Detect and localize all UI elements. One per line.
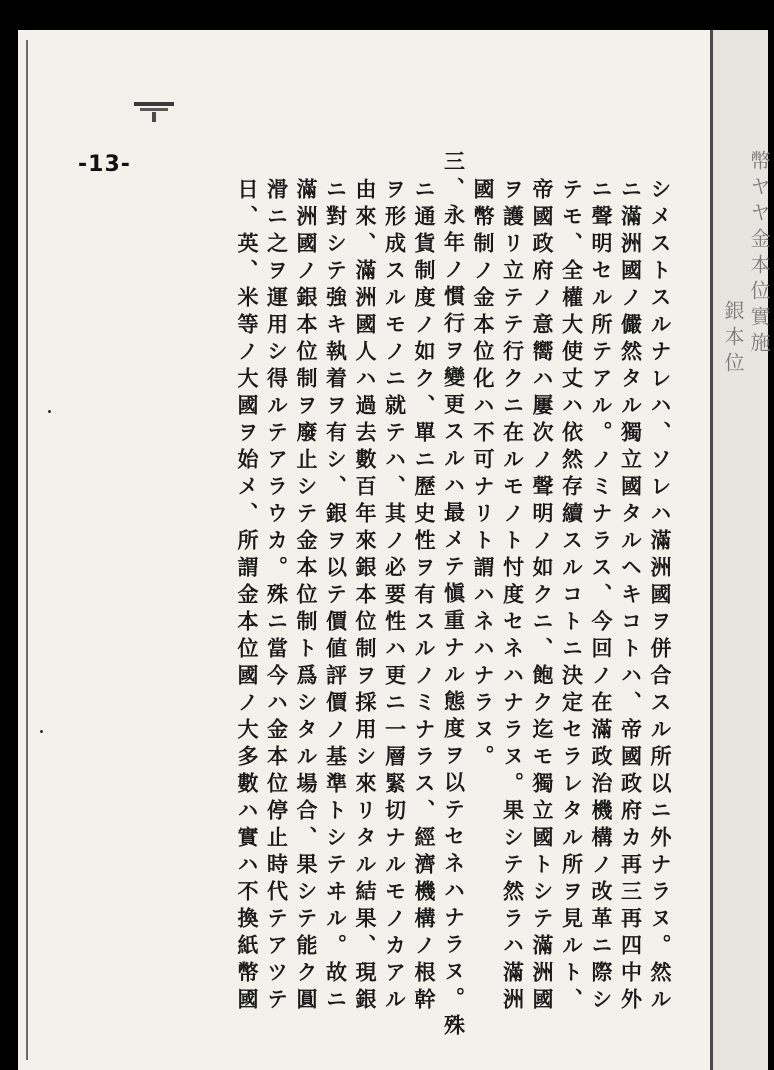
- text-column: 日、英、米等ノ大國ヲ始メ、所謂金本位國ノ大多數ハ實ハ不換紙幣國: [235, 178, 260, 1015]
- facing-page-strip: [713, 30, 771, 1070]
- ink-stamp-mark: [130, 100, 180, 122]
- text-column: ヲ形成スルモノニ就テハ、其ノ必要性ハ更ニ一層緊切ナルモノカアル: [382, 178, 408, 1015]
- text-column: ニ聲明セル所テアル。ノミナラス、今回ノ在滿政治機構ノ改革ニ際シ: [589, 178, 614, 1015]
- text-column: ニ滿洲國ノ儼然タル獨立國タルヘキコトハ、帝國政府カ再三再四中外: [618, 178, 644, 1015]
- text-column: ヲ護リ立テテ行クニ在ルモノト忖度セネハナラヌ。果シテ然ラハ滿洲: [500, 178, 526, 1015]
- document-page: [18, 30, 771, 1070]
- page-edge-rule: [26, 40, 28, 1060]
- text-column: 國幣制ノ金本位化ハ不可ナリト謂ハネハナラヌ。: [471, 178, 496, 772]
- text-column: 帝國政府ノ意嚮ハ屢次ノ聲明ノ如クニ、飽ク迄モ獨立國トシテ滿洲國: [530, 178, 555, 1015]
- text-column: 三、永年ノ慣行ヲ變更スルハ最メテ愼重ナル態度ヲ以テセネハナラヌ。殊: [441, 150, 467, 1041]
- scan-speck: [48, 410, 51, 413]
- facing-page-column: 幣ヤヤ金本位實施: [747, 150, 771, 358]
- page-number: -13-: [78, 152, 131, 177]
- text-column: ニ對シテ強キ執着ヲ有シ、銀ヲ以テ價値評價ノ基準トシテヰル。故ニ: [323, 178, 349, 1015]
- text-column: ニ通貨制度ノ如ク、單ニ歷史性ヲ有スルノミナラス、經濟機構ノ根幹: [412, 178, 437, 1015]
- text-column: 滑ニ之ヲ運用シ得ルテアラウカ。殊ニ當今ハ金本位停止時代テアツテ: [264, 178, 290, 1015]
- text-column: シメストスルナレハ、ソレハ滿洲國ヲ併合スル所以ニ外ナラヌ。然ル: [648, 178, 673, 1015]
- text-column: テモ、全權大使丈ハ依然存續スルコトニ決定セラレタル所ヲ見ルト、: [559, 178, 585, 1015]
- facing-page-column: 銀本位: [721, 300, 745, 378]
- text-column: 由來、滿洲國人ハ過去數百年來銀本位制ヲ採用シ來リタル結果、現銀: [353, 178, 378, 1015]
- text-column: 滿洲國ノ銀本位制ヲ廢止シテ金本位制ト爲シタル場合、果シテ能ク圓: [294, 178, 319, 1015]
- scan-speck: [40, 730, 43, 733]
